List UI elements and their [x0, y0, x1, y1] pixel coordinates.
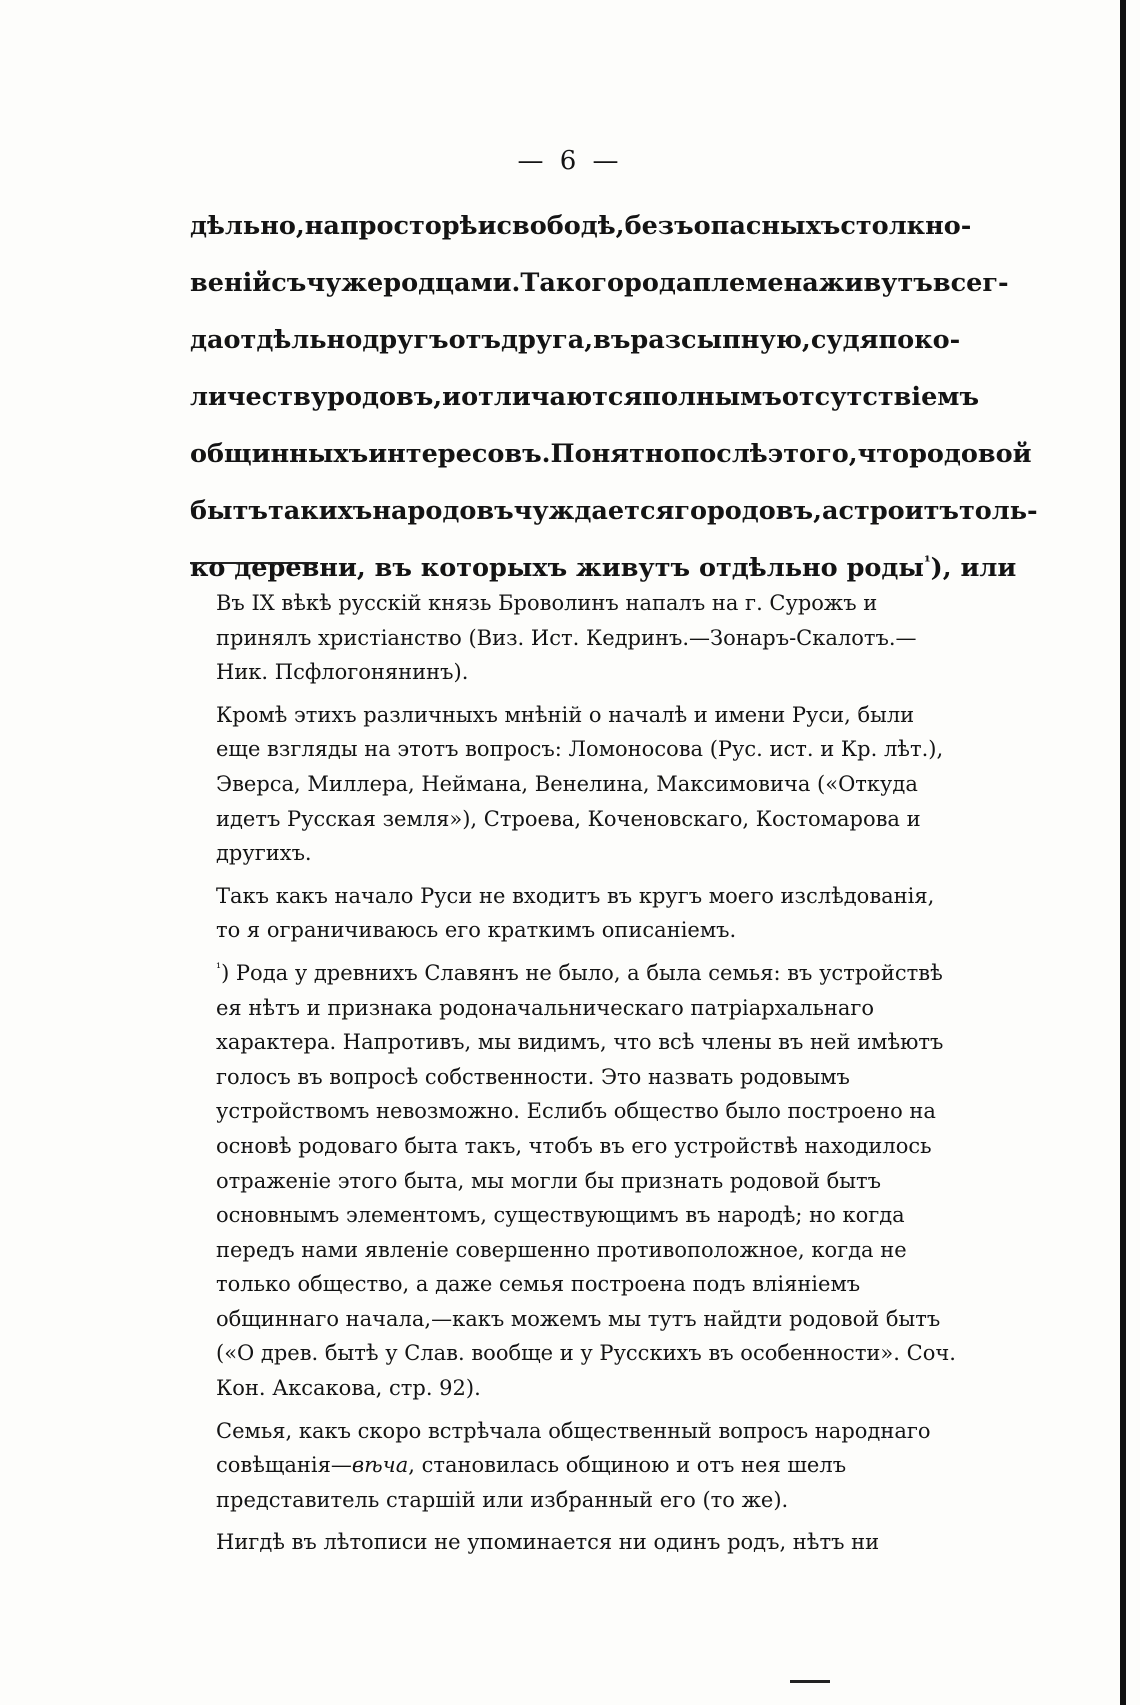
word: разсыпную,: [630, 325, 811, 355]
word: ко-: [914, 325, 961, 355]
word: живутъ: [818, 268, 933, 298]
footnote-paragraph: Такъ какъ начало Руси не входитъ въ кругъ моего изслѣдованія, то я ограничиваюсь его краткимъ описаніемъ.: [216, 883, 935, 943]
word: строитъ: [838, 496, 959, 526]
word: народовъ: [372, 496, 514, 526]
word: просторѣ: [339, 211, 478, 241]
word: Понятно: [550, 439, 681, 469]
main-text-last-line-start: ко деревни, въ которыхъ живутъ отдѣльно роды: [190, 553, 924, 583]
word: Такого: [520, 268, 624, 298]
word: этого,: [767, 439, 858, 469]
main-text-line: [190, 255, 1009, 312]
word: такихъ: [267, 496, 373, 526]
footnote-p5-end: , становилась общиною и отъ нея шелъ представитель старшій или избранный его (то же).: [216, 1453, 847, 1512]
word: отсутствіемъ: [781, 382, 980, 412]
footnote-p5-emphasis: вѣча: [351, 1453, 409, 1478]
footnote-note-1: [190, 956, 960, 1406]
word: друга,: [500, 325, 594, 355]
main-text-last-line-end: ), или: [930, 553, 1017, 583]
word: отличаются: [461, 382, 643, 412]
main-text-line: [190, 369, 980, 426]
word: судя: [810, 325, 879, 355]
word: да: [190, 325, 224, 355]
word: рода: [623, 268, 693, 298]
word: на: [304, 211, 340, 241]
footnote-ref-marker: ¹: [923, 552, 931, 571]
word: племена: [692, 268, 819, 298]
main-text-line: [190, 483, 1038, 540]
footnote-separator: [190, 562, 318, 564]
scan-mark: [790, 1680, 830, 1683]
word: что: [857, 439, 910, 469]
footnote-p5-start: Семья, какъ скоро встрѣчала общественный вопросъ народнаго совѣщанія—: [216, 1418, 931, 1478]
footnotes: [190, 586, 960, 1568]
word: а: [821, 496, 839, 526]
word: отдѣльно: [223, 325, 363, 355]
word: полнымъ: [642, 382, 782, 412]
word: другъ: [362, 325, 449, 355]
word: родовъ,: [327, 382, 443, 412]
word: послѣ: [680, 439, 768, 469]
main-text-line: [190, 426, 1032, 483]
word: по: [878, 325, 915, 355]
scan-edge-line: [1120, 0, 1126, 1705]
footnote-paragraph: Кромѣ этихъ различныхъ мнѣній о началѣ и имени Руси, были еще взгляды на этотъ вопросъ: Ломоносова (Рус. ист. и Кр. лѣт.), Эверса, Миллера, Неймана, Венелина, Максимовича («Откуда идетъ Русская земля»), Строева, Коченовскаго, Костомарова и другихъ.: [216, 702, 944, 866]
word: толь-: [958, 496, 1038, 526]
word: въ: [593, 325, 631, 355]
word: личеству: [190, 382, 328, 412]
word: родовой: [909, 439, 1032, 469]
word: городовъ,: [674, 496, 822, 526]
main-text-line: [190, 198, 972, 255]
word: и: [477, 211, 497, 241]
footnote-paragraph: [190, 1414, 960, 1518]
word: опасныхъ: [693, 211, 841, 241]
word: съ: [271, 268, 307, 298]
page-number: — 6 —: [517, 146, 623, 176]
word: интересовъ.: [368, 439, 551, 469]
footnote-paragraph: Въ IX вѣкѣ русскій князь Броволинъ напалъ на г. Сурожъ и принялъ христіанство (Виз. Ист. Кедринъ.—Зонаръ-Скалотъ.— Ник. Псфлогонянинъ).: [216, 591, 917, 685]
footnote-marker: ¹: [216, 959, 222, 975]
word: бытъ: [190, 496, 268, 526]
main-text-line: [190, 312, 960, 369]
word: отъ: [448, 325, 501, 355]
word: веній: [190, 268, 272, 298]
word: всег-: [932, 268, 1009, 298]
word: и: [442, 382, 462, 412]
word: чужеродцами.: [306, 268, 521, 298]
word: столкно-: [840, 211, 972, 241]
word: чуждается: [513, 496, 675, 526]
footnote-note-text: ) Рода у древнихъ Славянъ не было, а была семья: въ устройствѣ ея нѣтъ и признака родоначальническаго патріархальнаго характера. Напротивъ, мы видимъ, что всѣ члены въ ней имѣютъ голосъ въ вопросѣ собственности. Это назвать родовымъ устройствомъ невозможно. Еслибъ общество было построено на основѣ родоваго быта такъ, чтобъ въ его устройствѣ находилось отраженіе этого быта, мы могли бы признать родовой бытъ основнымъ элементомъ, существующимъ въ народѣ; но когда передъ нами явленіе совершенно противоположное, когда не только общество, а даже семья построена подъ вліяніемъ общиннаго начала,—какъ можемъ мы тутъ найдти родовой бытъ («О древ. бытѣ у Слав. вообще и у Русскихъ въ особенности». Соч. Кон. Аксакова, стр. 92).: [216, 960, 956, 1401]
footnote-paragraph: Нигдѣ въ лѣтописи не упоминается ни одинъ родъ, нѣтъ ни: [216, 1530, 880, 1555]
main-text: [190, 198, 1038, 597]
word: безъ: [624, 211, 694, 241]
word: свободѣ,: [496, 211, 625, 241]
word: общинныхъ: [190, 439, 369, 469]
word: дѣльно,: [190, 211, 305, 241]
